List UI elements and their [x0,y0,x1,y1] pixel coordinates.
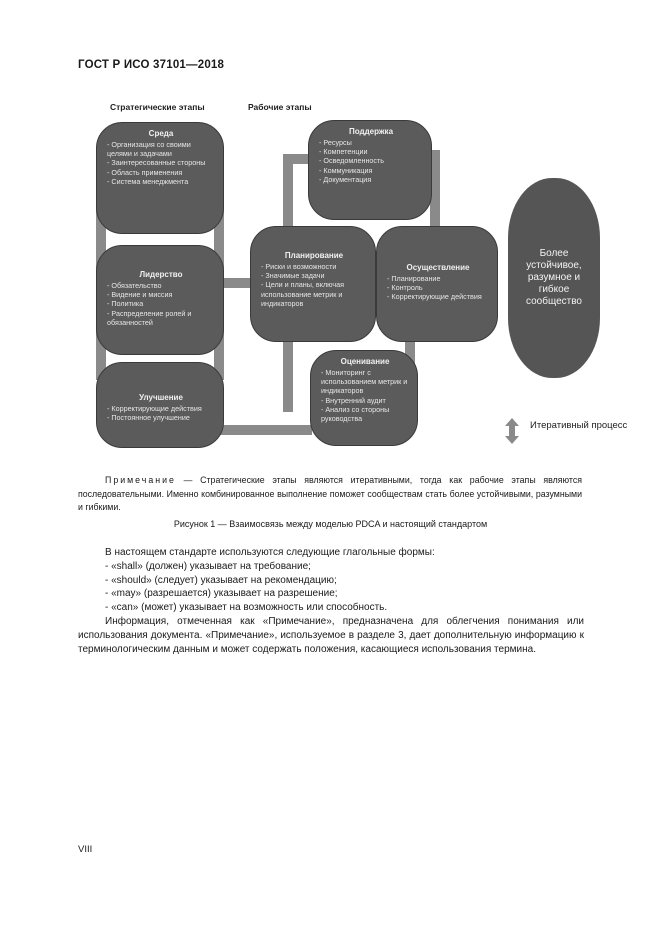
verb-form-item: - «shall» (должен) указывает на требование; [105,560,311,572]
stage-leadership-item: - Видение и миссия [107,290,215,299]
stage-evaluation-item: - Анализ со стороны руководства [321,405,409,423]
stage-environment [96,122,224,234]
figure-caption: Рисунок 1 — Взаимосвязь между моделью PDCA и настоящий стандартом [173,519,488,529]
stage-implementation-item: - Планирование [387,274,489,283]
stage-leadership-item: - Обязательство [107,281,215,290]
stage-environment-item: - Заинтересованные стороны [107,158,215,167]
stage-evaluation [310,350,418,446]
note-text: — Стратегические этапы являются итеративными, тогда как рабочие этапы являются последовательными. Именно комбинированное выполнение поможет сообществам стать более устойчивыми, разумными и гибкими. [78,475,582,512]
verb-form-item: - «can» (может) указывает на возможность или способность. [105,602,388,614]
stage-evaluation-item: - Внутренний аудит [321,396,409,405]
working-column-heading: Рабочие этапы [248,102,312,112]
stage-evaluation-title: Оценивание [340,357,390,366]
stage-planning-item: - Цели и планы, включая использование метрик и индикаторов [261,280,367,308]
verb-forms-section [78,546,584,656]
outcome-community: Более устойчивое, разумное и гибкое сообщество [508,178,600,378]
double-arrow-icon [505,418,519,444]
flow-band-planning-link [222,278,252,288]
flow-band-bottom [212,425,312,435]
figure-note [78,474,582,515]
stage-support-item: - Ресурсы [319,138,423,147]
note-label: Примечание [105,475,176,485]
stage-support [308,120,432,220]
stage-planning-item: - Значимые задачи [261,271,367,280]
strategic-column-heading: Стратегические этапы [110,102,205,112]
stage-evaluation-item: - Мониторинг с использованием метрик и индикаторов [321,368,409,396]
stage-implementation-item: - Корректирующие действия [387,292,489,301]
stage-support-item: - Осведомленность [319,156,423,165]
flow-band-top-vertical [283,154,293,226]
verb-form-item: - «may» (разрешается) указывает на разрешение; [105,588,338,600]
stage-improvement-title: Улучшение [139,393,183,402]
stage-environment-item: - Система менеджмента [107,177,215,186]
stage-support-title: Поддержка [348,127,394,136]
stage-leadership-item: - Распределение ролей и обязанностей [107,309,215,327]
stage-leadership-item: - Политика [107,299,215,308]
stage-improvement-item: - Корректирующие действия [107,404,215,413]
verb-form-item: - «should» (следует) указывает на рекомендацию; [105,574,337,586]
info-paragraph: Информация, отмеченная как «Примечание», предназначена для облегчения понимания или использования документа. «Примечание», используемое в разделе 3, дает дополнительную информацию к терминологическим данным и может содержать положения, касающиеся использования термина. [78,615,584,655]
stage-implementation [376,226,498,342]
verb-forms-intro: В настоящем стандарте используются следующие глагольные формы: [105,547,435,558]
legend-label: Итеративный процесс [530,420,628,431]
document-header: ГОСТ Р ИСО 37101—2018 [78,59,225,71]
stage-planning [250,226,376,342]
stage-environment-title: Среда [148,129,174,138]
stage-planning-item: - Риски и возможности [261,262,367,271]
stage-implementation-item: - Контроль [387,283,489,292]
stage-planning-title: Планирование [284,251,344,260]
stage-environment-item: - Организация со своими целями и задачами [107,140,215,158]
stage-support-item: - Компетенции [319,147,423,156]
stage-support-item: - Коммуникация [319,166,423,175]
stage-improvement-item: - Постоянное улучшение [107,413,215,422]
stage-implementation-title: Осуществление [406,263,470,272]
stage-improvement [96,362,224,448]
stage-leadership [96,245,224,355]
flow-band-lower-left [283,342,293,412]
stage-leadership-title: Лидерство [139,270,183,279]
page-number: VIII [78,844,93,855]
stage-environment-item: - Область применения [107,168,215,177]
stage-support-item: - Документация [319,175,423,184]
